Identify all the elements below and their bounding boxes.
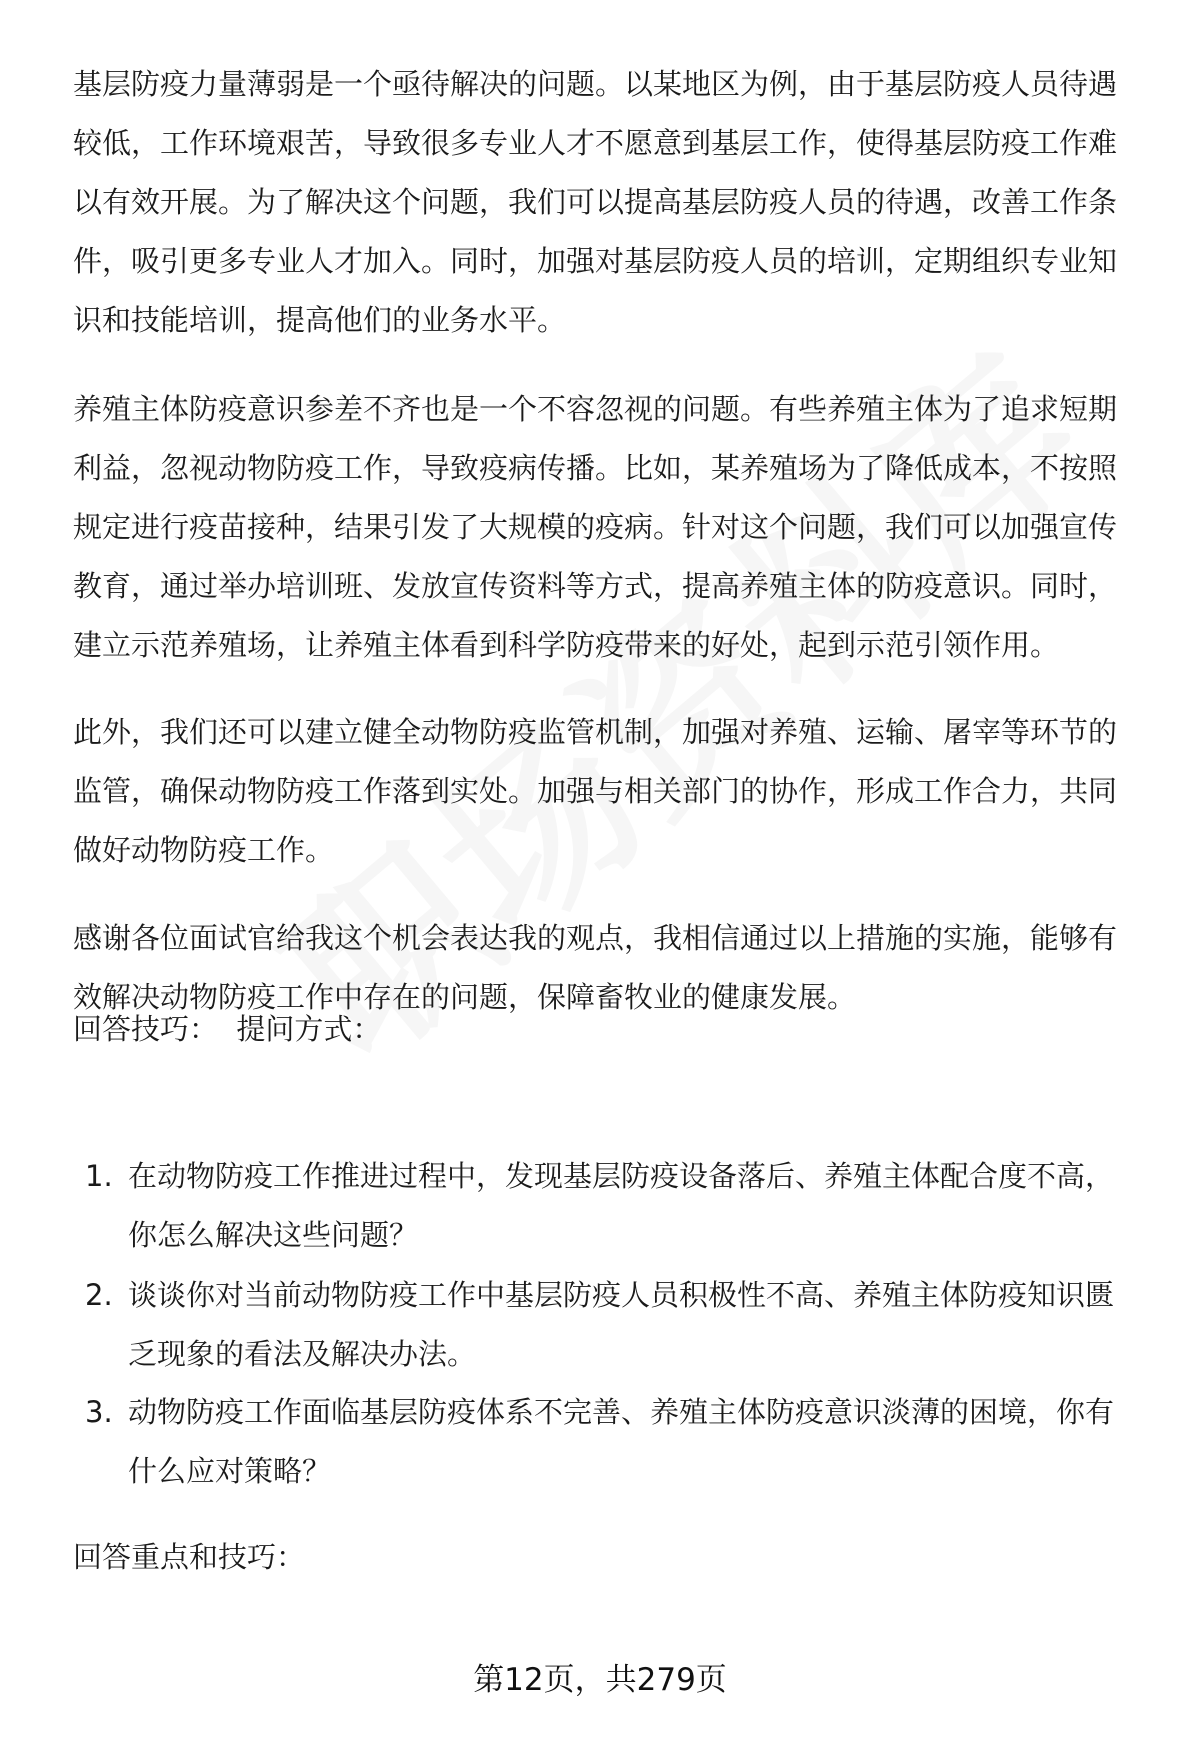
list-number: 1. xyxy=(85,1159,113,1193)
text-line: 动物防疫工作面临基层防疫体系不完善、养殖主体防疫意识淡薄的困境，你有 xyxy=(128,1395,1115,1429)
paragraph-awareness xyxy=(73,380,1143,675)
text-line: 较低，工作环境艰苦，导致很多专业人才不愿意到基层工作，使得基层防疫工作难 xyxy=(73,126,1118,160)
text-line: 养殖主体防疫意识参差不齐也是一个不容忽视的问题。有些养殖主体为了追求短期 xyxy=(73,392,1118,426)
text-line: 利益，忽视动物防疫工作，导致疫病传播。比如，某养殖场为了降低成本，不按照 xyxy=(73,451,1118,485)
text-line: 乏现象的看法及解决办法。 xyxy=(128,1337,477,1371)
text-line: 谈谈你对当前动物防疫工作中基层防疫人员积极性不高、养殖主体防疫知识匮 xyxy=(128,1278,1115,1312)
paragraph-grassroots xyxy=(73,55,1143,350)
text-line: 以有效开展。为了解决这个问题，我们可以提高基层防疫人员的待遇，改善工作条 xyxy=(73,185,1118,219)
page-number: 第12页，共279页 xyxy=(473,1662,727,1698)
answer-tips-heading xyxy=(73,1000,1143,1059)
text-line: 件，吸引更多专业人才加入。同时，加强对基层防疫人员的培训，定期组织专业知 xyxy=(73,244,1118,278)
text-line: 教育，通过举办培训班、发放宣传资料等方式，提高养殖主体的防疫意识。同时， xyxy=(73,569,1118,603)
text-line: 建立示范养殖场，让养殖主体看到科学防疫带来的好处，起到示范引领作用。 xyxy=(73,628,1060,662)
text-line: 此外，我们还可以建立健全动物防疫监管机制，加强对养殖、运输、屠宰等环节的 xyxy=(73,715,1118,749)
text-line: 在动物防疫工作推进过程中，发现基层防疫设备落后、养殖主体配合度不高， xyxy=(128,1159,1115,1193)
text-line: 做好动物防疫工作。 xyxy=(73,833,335,867)
text-line: 回答技巧： 提问方式： xyxy=(73,1012,382,1046)
text-line: 监管，确保动物防疫工作落到实处。加强与相关部门的协作，形成工作合力，共同 xyxy=(73,774,1118,808)
text-line: 什么应对策略？ xyxy=(128,1454,332,1488)
text-line: 效解决动物防疫工作中存在的问题，保障畜牧业的健康发展。 xyxy=(73,980,857,1014)
key-points-heading xyxy=(73,1528,1143,1587)
paragraph-supervision xyxy=(73,703,1143,880)
list-number: 2. xyxy=(85,1278,113,1312)
text-line: 回答重点和技巧： xyxy=(73,1540,306,1574)
list-number: 3. xyxy=(85,1395,113,1429)
text-line: 感谢各位面试官给我这个机会表达我的观点，我相信通过以上措施的实施，能够有 xyxy=(73,921,1118,955)
text-line: 识和技能培训，提高他们的业务水平。 xyxy=(73,303,567,337)
text-line: 基层防疫力量薄弱是一个亟待解决的问题。以某地区为例，由于基层防疫人员待遇 xyxy=(73,67,1118,101)
text-line: 规定进行疫苗接种，结果引发了大规模的疫病。针对这个问题，我们可以加强宣传 xyxy=(73,510,1118,544)
text-line: 你怎么解决这些问题？ xyxy=(128,1218,419,1252)
